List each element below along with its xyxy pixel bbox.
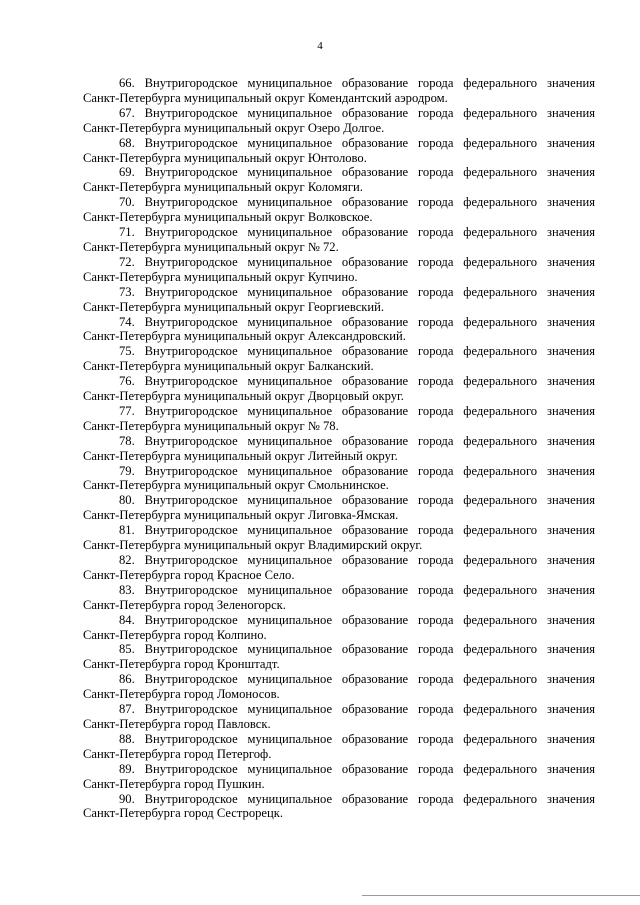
- item-first-line: 90. Внутригородское муниципальное образование города федерального значения: [119, 791, 595, 806]
- list-item: [83, 792, 595, 822]
- list-item: [83, 583, 595, 613]
- item-first-line: 86. Внутригородское муниципальное образование города федерального значения: [119, 672, 595, 687]
- item-first-line: 87. Внутригородское муниципальное образование города федерального значения: [119, 702, 595, 717]
- item-second-line: Санкт-Петербурга муниципальный округ Владимирский округ.: [83, 538, 423, 553]
- item-first-line: 80. Внутригородское муниципальное образование города федерального значения: [119, 493, 595, 508]
- item-second-line: Санкт-Петербурга муниципальный округ № 72.: [83, 239, 339, 254]
- item-first-line: 71. Внутригородское муниципальное образование города федерального значения: [119, 225, 595, 240]
- item-first-line: 73. Внутригородское муниципальное образование города федерального значения: [119, 284, 595, 299]
- list-item: [83, 523, 595, 553]
- list-item: [83, 464, 595, 494]
- item-first-line: 66. Внутригородское муниципальное образование города федерального значения: [119, 76, 595, 90]
- item-second-line: Санкт-Петербурга муниципальный округ Комендантский аэродром.: [83, 90, 448, 105]
- item-second-line: Санкт-Петербурга город Пушкин.: [83, 776, 265, 791]
- municipality-list: [83, 76, 595, 821]
- item-first-line: 89. Внутригородское муниципальное образование города федерального значения: [119, 761, 595, 776]
- item-second-line: Санкт-Петербурга муниципальный округ Балканский.: [83, 359, 374, 374]
- item-first-line: 84. Внутригородское муниципальное образование города федерального значения: [119, 612, 595, 627]
- item-first-line: 76. Внутригородское муниципальное образование города федерального значения: [119, 374, 595, 389]
- item-second-line: Санкт-Петербурга город Ломоносов.: [83, 687, 280, 702]
- item-second-line: Санкт-Петербурга муниципальный округ № 78.: [83, 418, 339, 433]
- item-first-line: 70. Внутригородское муниципальное образование города федерального значения: [119, 195, 595, 210]
- item-first-line: 72. Внутригородское муниципальное образование города федерального значения: [119, 254, 595, 269]
- item-first-line: 77. Внутригородское муниципальное образование города федерального значения: [119, 403, 595, 418]
- list-item: [83, 404, 595, 434]
- item-second-line: Санкт-Петербурга муниципальный округ Юнтолово.: [83, 150, 367, 165]
- item-second-line: Санкт-Петербурга муниципальный округ Дворцовый округ.: [83, 389, 404, 404]
- item-second-line: Санкт-Петербурга город Сестрорецк.: [83, 806, 284, 821]
- item-first-line: 69. Внутригородское муниципальное образование города федерального значения: [119, 165, 595, 180]
- item-second-line: Санкт-Петербурга муниципальный округ Литейный округ.: [83, 448, 398, 463]
- item-second-line: Санкт-Петербурга город Павловск.: [83, 716, 271, 731]
- list-item: [83, 344, 595, 374]
- list-item: [83, 165, 595, 195]
- list-item: [83, 195, 595, 225]
- list-item: [83, 672, 595, 702]
- item-second-line: Санкт-Петербурга муниципальный округ Купчино.: [83, 269, 358, 284]
- item-first-line: 85. Внутригородское муниципальное образование города федерального значения: [119, 642, 595, 657]
- item-second-line: Санкт-Петербурга город Колпино.: [83, 627, 267, 642]
- list-item: [83, 136, 595, 166]
- item-second-line: Санкт-Петербурга город Красное Село.: [83, 567, 295, 582]
- footer-divider: [362, 895, 640, 896]
- item-second-line: Санкт-Петербурга город Петергоф.: [83, 746, 272, 761]
- list-item: [83, 315, 595, 345]
- list-item: [83, 762, 595, 792]
- item-first-line: 81. Внутригородское муниципальное образование города федерального значения: [119, 523, 595, 538]
- list-item: [83, 106, 595, 136]
- item-first-line: 78. Внутригородское муниципальное образование города федерального значения: [119, 433, 595, 448]
- list-item: [83, 434, 595, 464]
- item-second-line: Санкт-Петербурга город Зеленогорск.: [83, 597, 286, 612]
- item-second-line: Санкт-Петербурга муниципальный округ Озеро Долгое.: [83, 120, 385, 135]
- item-first-line: 83. Внутригородское муниципальное образование города федерального значения: [119, 582, 595, 597]
- item-second-line: Санкт-Петербурга муниципальный округ Волковское.: [83, 210, 373, 225]
- item-second-line: Санкт-Петербурга муниципальный округ Лиговка-Ямская.: [83, 508, 399, 523]
- item-first-line: 74. Внутригородское муниципальное образование города федерального значения: [119, 314, 595, 329]
- item-first-line: 68. Внутригородское муниципальное образование города федерального значения: [119, 135, 595, 150]
- item-first-line: 82. Внутригородское муниципальное образование города федерального значения: [119, 553, 595, 567]
- item-first-line: 75. Внутригородское муниципальное образование города федерального значения: [119, 344, 595, 359]
- list-item: [83, 76, 595, 106]
- item-second-line: Санкт-Петербурга муниципальный округ Александровский.: [83, 329, 406, 344]
- list-item: [83, 732, 595, 762]
- item-second-line: Санкт-Петербурга муниципальный округ Коломяги.: [83, 180, 363, 195]
- item-second-line: Санкт-Петербурга муниципальный округ Георгиевский.: [83, 299, 385, 314]
- item-first-line: 67. Внутригородское муниципальное образование города федерального значения: [119, 105, 595, 120]
- list-item: [83, 374, 595, 404]
- item-second-line: Санкт-Петербурга муниципальный округ Смольнинское.: [83, 478, 389, 493]
- list-item: [83, 702, 595, 732]
- list-item: [83, 613, 595, 643]
- list-item: [83, 553, 595, 583]
- list-item: [83, 285, 595, 315]
- list-item: [83, 493, 595, 523]
- item-first-line: 79. Внутригородское муниципальное образование города федерального значения: [119, 463, 595, 478]
- item-second-line: Санкт-Петербурга город Кронштадт.: [83, 657, 280, 672]
- list-item: [83, 255, 595, 285]
- page-number: 4: [317, 40, 323, 52]
- list-item: [83, 642, 595, 672]
- item-first-line: 88. Внутригородское муниципальное образование города федерального значения: [119, 731, 595, 746]
- list-item: [83, 225, 595, 255]
